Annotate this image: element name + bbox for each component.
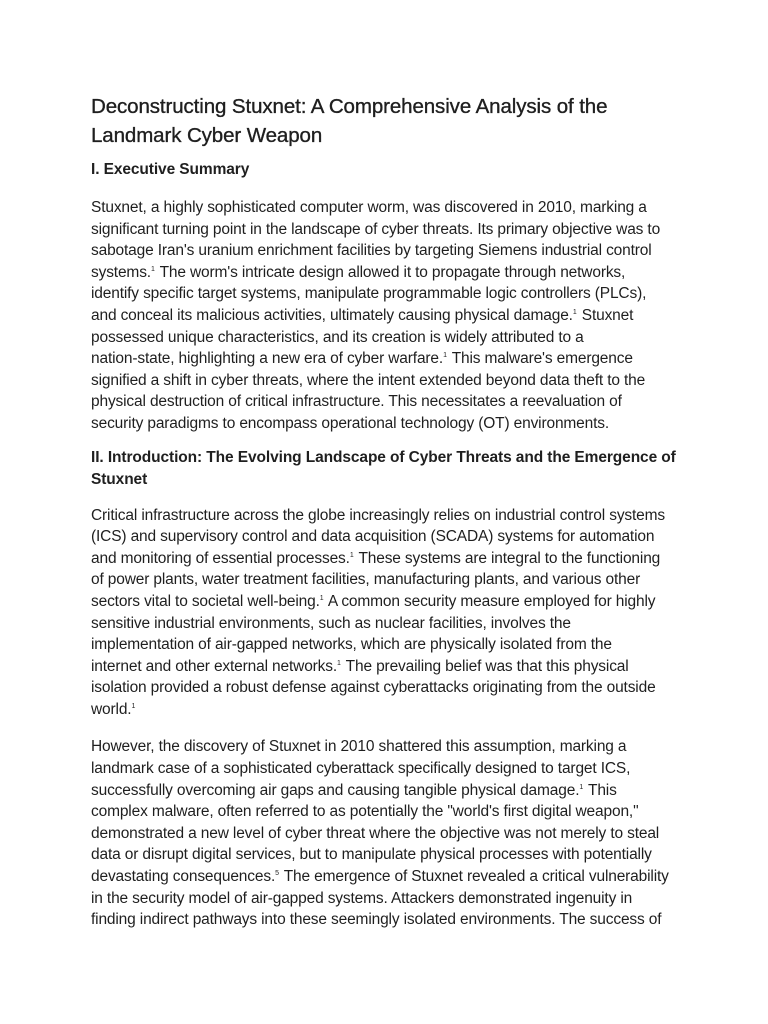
text-line — [91, 283, 678, 305]
text-run: landmark case of a sophisticated cyberattack specifically designed to target ICS, — [91, 760, 631, 778]
text-run: possessed unique characteristics, and its creation is widely attributed to a — [91, 328, 584, 346]
text-run: isolation provided a robust defense against cyberattacks originating from the outside — [91, 679, 656, 697]
introduction-paragraph-2 — [91, 736, 678, 930]
text-run: signified a shift in cyber threats, where the intent extended beyond data theft to the — [91, 371, 646, 389]
heading-line: Stuxnet — [91, 470, 148, 488]
text-run: (ICS) and supervisory control and data acquisition (SCADA) systems for automation — [91, 528, 655, 546]
text-run: However, the discovery of Stuxnet in 2010 shattered this assumption, marking a — [91, 738, 627, 756]
text-run: sectors vital to societal well-being. — [91, 592, 320, 610]
text-line — [91, 569, 678, 591]
text-run: These systems are integral to the functioning — [354, 549, 661, 567]
citation-marker: 1 — [150, 265, 155, 273]
text-run: data or disrupt digital services, but to manipulate physical processes with potentially — [91, 846, 652, 864]
citation-marker: 1 — [443, 352, 447, 360]
citation-marker: 1 — [572, 308, 577, 316]
text-run: internet and other external networks. — [91, 657, 338, 675]
text-run: The worm's intricate design allowed it to propagate through networks, — [155, 263, 626, 281]
text-line — [91, 526, 678, 548]
citation-marker: 1 — [337, 659, 341, 667]
section-heading-executive-summary: I. Executive Summary — [91, 161, 250, 178]
text-run: The prevailing belief was that this physical — [341, 657, 629, 675]
text-run: demonstrated a new level of cyber threat where the objective was not merely to steal — [91, 824, 660, 842]
text-line — [91, 548, 678, 570]
citation-marker: 1 — [319, 594, 324, 602]
text-run: of power plants, water treatment facilities, manufacturing plants, and various other — [91, 571, 641, 589]
text-run: security paradigms to encompass operational technology (OT) environments. — [91, 414, 610, 432]
text-run: and monitoring of essential processes. — [91, 549, 350, 567]
text-run: Critical infrastructure across the globe increasingly relies on industrial control systems — [91, 506, 666, 524]
text-run: identify specific target systems, manipulate programmable logic controllers (PLCs), — [91, 285, 647, 303]
text-run: implementation of air-gapped networks, which are physically isolated from the — [91, 636, 612, 654]
text-line — [91, 909, 678, 931]
executive-summary-paragraph — [91, 197, 678, 435]
citation-marker: 1 — [579, 783, 584, 791]
text-line — [91, 591, 678, 613]
text-line — [91, 758, 678, 780]
text-line — [91, 613, 678, 635]
text-run: successfully overcoming air gaps and causing tangible physical damage. — [91, 781, 580, 799]
heading-line: II. Introduction: The Evolving Landscape of Cyber Threats and the Emergence of — [91, 448, 676, 466]
title-line: Landmark Cyber Weapon — [91, 124, 323, 147]
text-line — [91, 699, 678, 721]
text-run: devastating consequences. — [91, 868, 276, 886]
text-run: world. — [91, 700, 132, 718]
text-run: This malware's emergence — [447, 350, 633, 368]
text-line — [91, 305, 678, 327]
text-line — [91, 327, 678, 349]
text-run: nation-state, highlighting a new era of cyber warfare. — [91, 350, 444, 368]
text-run: sabotage Iran's uranium enrichment facilities by targeting Siemens industrial control — [91, 242, 652, 260]
text-line — [91, 736, 678, 758]
text-line — [91, 801, 678, 823]
text-run: A common security measure employed for highly — [324, 592, 656, 610]
text-run: and conceal its malicious activities, ultimately causing physical damage. — [91, 306, 573, 324]
text-run: systems. — [91, 263, 151, 281]
text-line — [91, 348, 678, 370]
text-line — [91, 391, 678, 413]
text-line — [91, 370, 678, 392]
text-line — [91, 866, 678, 888]
citation-marker: 1 — [349, 551, 354, 559]
introduction-paragraph-1 — [91, 505, 678, 721]
text-line — [91, 677, 678, 699]
text-line — [91, 888, 678, 910]
text-line — [91, 823, 678, 845]
text-run: Stuxnet — [577, 306, 634, 324]
document-title — [91, 92, 678, 150]
text-line — [91, 413, 678, 435]
text-line — [91, 219, 678, 241]
text-line — [91, 197, 678, 219]
title-line: Deconstructing Stuxnet: A Comprehensive Analysis of the — [91, 95, 608, 118]
text-line — [91, 240, 678, 262]
text-run: finding indirect pathways into these seemingly isolated environments. The success of — [91, 911, 662, 929]
text-run: sensitive industrial environments, such as nuclear facilities, involves the — [91, 614, 571, 632]
text-run: in the security model of air-gapped systems. Attackers demonstrated ingenuity in — [91, 889, 633, 907]
text-line — [91, 844, 678, 866]
citation-marker: 1 — [131, 702, 136, 710]
text-line — [91, 505, 678, 527]
text-run: significant turning point in the landscape of cyber threats. Its primary objective was to — [91, 220, 661, 238]
citation-marker: 5 — [275, 870, 279, 878]
text-line — [91, 634, 678, 656]
section-heading-introduction — [91, 447, 678, 491]
text-run: The emergence of Stuxnet revealed a critical vulnerability — [279, 868, 669, 886]
text-line — [91, 780, 678, 802]
text-run: Stuxnet, a highly sophisticated computer worm, was discovered in 2010, marking a — [91, 199, 647, 216]
text-line — [91, 262, 678, 284]
text-run: This — [584, 781, 617, 799]
text-run: physical destruction of critical infrastructure. This necessitates a reevaluation of — [91, 393, 622, 411]
text-run: complex malware, often referred to as potentially the "world's first digital weapon," — [91, 803, 639, 821]
text-line — [91, 656, 678, 678]
